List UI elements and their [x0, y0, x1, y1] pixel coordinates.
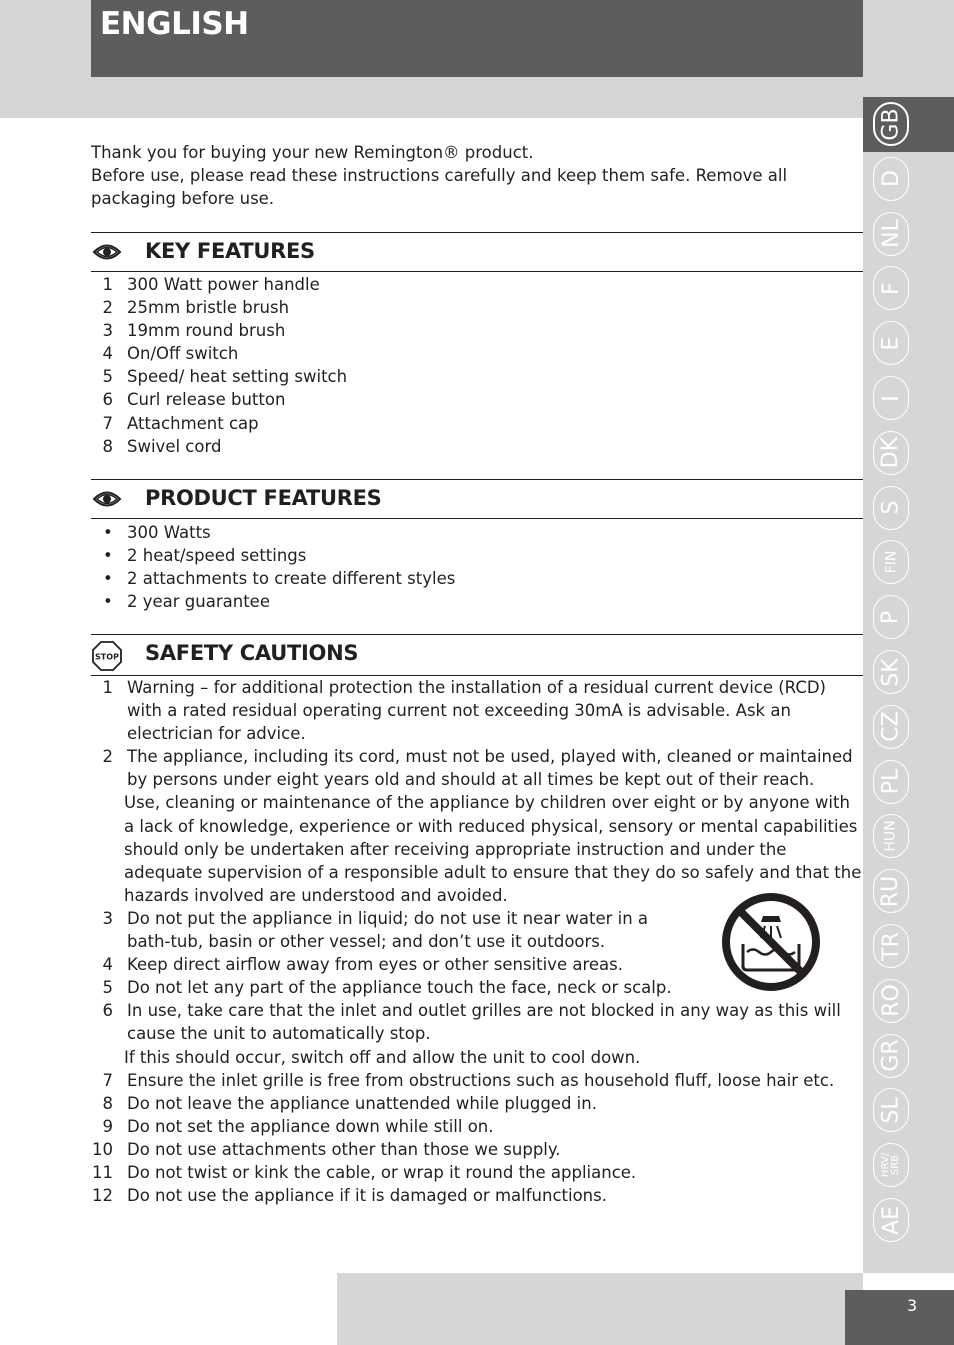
item-continuation: If this should occur, switch off and allow the unit to cool down.: [124, 1047, 641, 1067]
list-item: [91, 388, 863, 411]
item-number: 7: [102, 1070, 113, 1090]
item-text: Do not let any part of the appliance touch the face, neck or scalp.: [127, 978, 672, 998]
page-header: [91, 0, 863, 77]
item-number: 1: [102, 678, 113, 697]
list-item: [91, 273, 863, 296]
item-number: 5: [102, 367, 113, 387]
language-tab-label: RU: [878, 875, 904, 907]
item-text: Do not use attachments other than those we supply.: [127, 1139, 561, 1159]
caution-item: [91, 999, 863, 1068]
language-tab-label: HRV/ SRB: [879, 1153, 901, 1178]
item-text: Do not put the appliance in liquid; do not use it near water in a bath-tub, basin or other vessel; and don’t use it outdoors.: [127, 908, 649, 952]
language-tab-ru[interactable]: [873, 869, 909, 913]
key-features-list: [91, 273, 863, 458]
bullet: •: [103, 546, 113, 566]
language-tab-label: SK: [878, 657, 904, 687]
item-number: 4: [102, 955, 113, 975]
eye-icon: [92, 488, 122, 510]
list-item: [91, 319, 863, 342]
item-number: 3: [102, 908, 113, 928]
item-text: 2 heat/speed settings: [127, 546, 307, 566]
language-tab-label: GR: [878, 1039, 904, 1072]
item-text: Curl release button: [127, 390, 286, 410]
caution-item: [91, 1184, 863, 1207]
footer-band: [337, 1273, 863, 1345]
language-tab-nl[interactable]: [873, 212, 909, 256]
item-text: 25mm bristle brush: [127, 298, 290, 318]
no-water-icon: [721, 892, 821, 992]
product-features-title: PRODUCT FEATURES: [145, 486, 382, 510]
language-tab-dk[interactable]: [873, 431, 909, 475]
language-tab-label: F: [878, 282, 904, 295]
item-text: Speed/ heat setting switch: [127, 367, 348, 387]
language-tab-gr[interactable]: [873, 1034, 909, 1078]
item-number: 2: [102, 298, 113, 318]
item-number: 11: [92, 1162, 113, 1182]
language-tab-label: DK: [878, 437, 904, 469]
item-text: Warning – for additional protection the installation of a residual current device (RCD) with a rated residual operating current not exceeding 30mA is advisable. Ask an electrician for advice.: [127, 678, 826, 744]
item-number: 2: [102, 747, 113, 767]
language-tab-ae[interactable]: [873, 1198, 909, 1242]
item-text: 300 Watts: [127, 523, 211, 542]
caution-item: [91, 745, 863, 907]
language-tab-s[interactable]: [873, 486, 909, 530]
language-tab-hrv-srb[interactable]: [873, 1143, 909, 1187]
list-item: [91, 521, 863, 544]
page-title: ENGLISH: [100, 6, 249, 42]
item-text: On/Off switch: [127, 344, 239, 364]
item-text: Do not leave the appliance unattended while plugged in.: [127, 1093, 597, 1113]
language-tab-label: PL: [878, 768, 904, 795]
caution-item: [91, 1161, 863, 1184]
language-tab-gb[interactable]: [873, 102, 909, 146]
language-tab-p[interactable]: [873, 595, 909, 639]
list-item: [91, 590, 863, 613]
language-tab-i[interactable]: [873, 376, 909, 420]
item-text: 2 year guarantee: [127, 592, 270, 612]
language-sidebar: [863, 97, 954, 1273]
page-number: 3: [907, 1296, 918, 1315]
item-number: 6: [102, 390, 113, 410]
language-tab-label: HUN: [883, 820, 899, 853]
intro-text: [91, 141, 851, 210]
item-continuation: Use, cleaning or maintenance of the appliance by children over eight or by anyone with a lack of knowledge, experience or with reduced physical, sensory or mental capabilities should only be undertaken after receiving appropriate instruction and under the adequate supervision of a responsible adult to ensure that they do so safely and that the hazards involved are understood and avoided.: [124, 793, 862, 905]
language-tab-label: S: [878, 500, 904, 515]
language-tab-label: I: [878, 394, 904, 402]
intro-line-1: Thank you for buying your new Remington® product.: [91, 143, 534, 162]
stop-label: STOP: [95, 652, 119, 662]
list-item: [91, 296, 863, 319]
item-text: Ensure the inlet grille is free from obstructions such as household fluff, loose hair etc.: [127, 1070, 835, 1090]
caution-item: [91, 1092, 863, 1115]
eye-icon: [92, 241, 122, 263]
list-item: [91, 342, 863, 365]
item-number: 8: [102, 1093, 113, 1113]
item-text: Swivel cord: [127, 436, 222, 456]
key-features-title: KEY FEATURES: [145, 239, 315, 263]
item-number: 8: [102, 436, 113, 456]
language-tab-label: NL: [878, 219, 904, 248]
item-number: 3: [102, 321, 113, 341]
item-number: 6: [102, 1001, 113, 1021]
language-tab-label: P: [878, 610, 904, 624]
item-text: 300 Watt power handle: [127, 275, 320, 294]
bullet: •: [103, 569, 113, 589]
language-tab-hun[interactable]: [873, 814, 909, 858]
language-tab-label: GB: [878, 107, 904, 141]
language-tab-label: E: [878, 336, 904, 351]
caution-item: [91, 1115, 863, 1138]
item-text: In use, take care that the inlet and outlet grilles are not blocked in any way as this will cause the unit to automatically stop.: [127, 1001, 841, 1044]
language-tab-e[interactable]: [873, 321, 909, 365]
language-tab-pl[interactable]: [873, 760, 909, 804]
item-number: 1: [102, 275, 113, 294]
language-tab-label: CZ: [878, 711, 904, 743]
product-features-header: [91, 479, 863, 519]
language-tab-fin[interactable]: [873, 540, 909, 584]
language-tab-label: TR: [878, 931, 904, 961]
language-tab-d[interactable]: [873, 157, 909, 201]
safety-cautions-header: [91, 634, 863, 676]
bullet: •: [103, 523, 113, 542]
list-item: [91, 412, 863, 435]
caution-item: [91, 676, 863, 745]
item-text: Attachment cap: [127, 413, 259, 433]
intro-line-2: Before use, please read these instructions carefully and keep them safe. Remove all packaging before use.: [91, 166, 788, 208]
language-tab-sl[interactable]: [873, 1088, 909, 1132]
stop-sign-icon: [92, 641, 122, 671]
page-number-box: [845, 1290, 954, 1345]
language-tab-label: D: [878, 170, 904, 188]
language-tab-label: FIN: [883, 551, 899, 574]
language-tab-label: AE: [878, 1205, 904, 1235]
item-text: Do not twist or kink the cable, or wrap it round the appliance.: [127, 1162, 637, 1182]
item-text: The appliance, including its cord, must not be used, played with, cleaned or maintained by persons under eight years old and should at all times be kept out of their reach.: [127, 747, 853, 790]
item-number: 5: [102, 978, 113, 998]
item-text: Keep direct airflow away from eyes or other sensitive areas.: [127, 955, 623, 975]
language-tab-f[interactable]: [873, 266, 909, 310]
language-tab-cz[interactable]: [873, 705, 909, 749]
caution-item: [91, 1069, 863, 1092]
safety-cautions-title: SAFETY CAUTIONS: [145, 641, 359, 665]
language-tab-sk[interactable]: [873, 650, 909, 694]
item-number: 7: [102, 413, 113, 433]
item-text: Do not set the appliance down while still on.: [127, 1116, 494, 1136]
bullet: •: [103, 592, 113, 612]
list-item: [91, 567, 863, 590]
item-number: 4: [102, 344, 113, 364]
item-text: 2 attachments to create different styles: [127, 569, 456, 589]
product-features-list: [91, 521, 863, 613]
item-text: Do not use the appliance if it is damaged or malfunctions.: [127, 1186, 607, 1206]
item-number: 10: [92, 1139, 113, 1159]
item-number: 12: [92, 1186, 113, 1206]
list-item: [91, 544, 863, 567]
item-number: 9: [102, 1116, 113, 1136]
language-tab-label: SL: [878, 1097, 904, 1124]
key-features-header: [91, 232, 863, 272]
language-tab-label: RO: [878, 984, 904, 1018]
language-tab-tr[interactable]: [873, 924, 909, 968]
item-text: 19mm round brush: [127, 321, 286, 341]
caution-item: [91, 907, 667, 953]
caution-item: [91, 1138, 863, 1161]
list-item: [91, 435, 863, 458]
language-tab-ro[interactable]: [873, 979, 909, 1023]
list-item: [91, 365, 863, 388]
